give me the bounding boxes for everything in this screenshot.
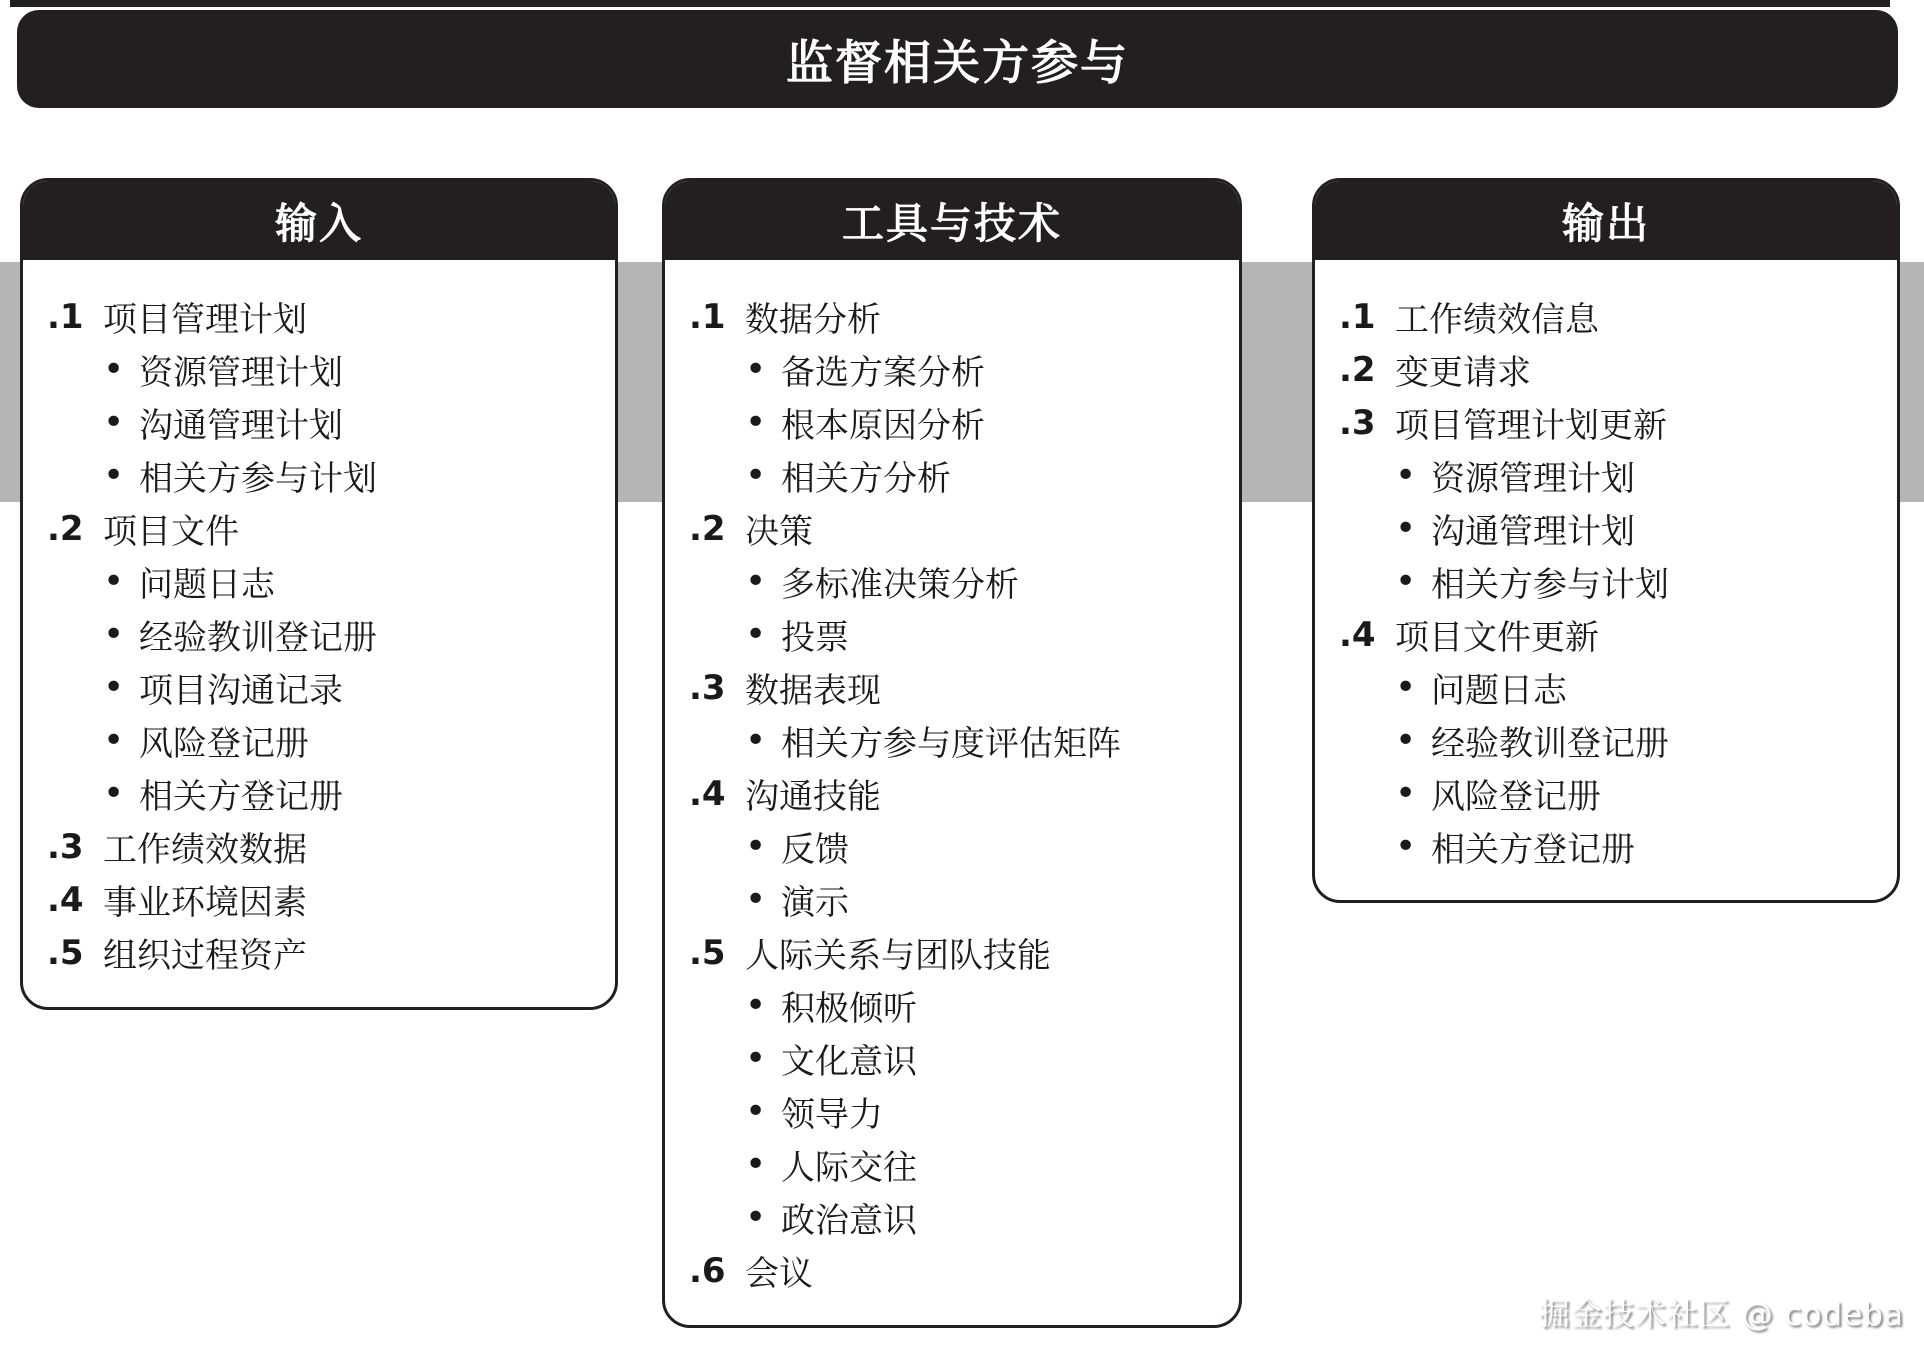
item-line <box>689 661 1229 714</box>
tools-techniques-box-title: 工具与技术 <box>841 198 1062 248</box>
tools-techniques-box-header <box>665 181 1239 260</box>
bullet-label: 问题日志 <box>1431 671 1567 711</box>
bullet-line <box>47 767 605 820</box>
bullet-line <box>689 1085 1229 1138</box>
item-line <box>1339 396 1887 449</box>
item-line <box>689 502 1229 555</box>
bullet-line <box>689 608 1229 661</box>
bullet-label: 风险登记册 <box>139 724 309 764</box>
bullet-label: 相关方参与度评估矩阵 <box>781 724 1121 764</box>
bullet-icon: • <box>745 560 767 602</box>
bullet-line <box>1339 502 1887 555</box>
bullet-label: 备选方案分析 <box>781 353 985 393</box>
bullet-label: 问题日志 <box>139 565 275 605</box>
item-label: 沟通技能 <box>745 777 881 817</box>
bullet-label: 相关方参与计划 <box>139 459 377 499</box>
bullet-icon: • <box>745 1037 767 1079</box>
bullet-line <box>1339 555 1887 608</box>
item-line <box>689 767 1229 820</box>
bullet-line <box>1339 449 1887 502</box>
bullet-icon: • <box>1395 507 1417 549</box>
item-label: 事业环境因素 <box>103 883 307 923</box>
bullet-line <box>689 1032 1229 1085</box>
item-line <box>47 820 605 873</box>
item-number: .2 <box>1339 349 1376 390</box>
bullet-label: 反馈 <box>781 830 849 870</box>
bullet-label: 积极倾听 <box>781 989 917 1029</box>
item-line <box>47 873 605 926</box>
bullet-icon: • <box>1395 666 1417 708</box>
bullet-icon: • <box>1395 560 1417 602</box>
inputs-list <box>23 260 615 979</box>
item-number: .1 <box>1339 296 1376 337</box>
bullet-line <box>47 343 605 396</box>
bullet-line <box>689 555 1229 608</box>
bullet-icon: • <box>745 1196 767 1238</box>
item-number: .5 <box>47 932 84 973</box>
item-line <box>1339 608 1887 661</box>
bullet-icon: • <box>745 1090 767 1132</box>
bullet-line <box>689 1138 1229 1191</box>
bullet-line <box>47 449 605 502</box>
process-title-banner <box>17 10 1898 108</box>
outputs-box-header <box>1315 181 1897 260</box>
bullet-label: 经验教训登记册 <box>139 618 377 658</box>
item-number: .4 <box>689 773 726 814</box>
bullet-icon: • <box>745 984 767 1026</box>
outputs-box <box>1312 178 1900 903</box>
page-title: 监督相关方参与 <box>786 35 1129 91</box>
bullet-icon: • <box>1395 772 1417 814</box>
bullet-icon: • <box>745 825 767 867</box>
item-number: .4 <box>47 879 84 920</box>
bullet-label: 多标准决策分析 <box>781 565 1019 605</box>
bullet-line <box>689 714 1229 767</box>
bullet-label: 项目沟通记录 <box>139 671 343 711</box>
bullet-line <box>47 396 605 449</box>
bullet-label: 沟通管理计划 <box>139 406 343 446</box>
bullet-icon: • <box>103 719 125 761</box>
bullet-line <box>1339 714 1887 767</box>
item-line <box>689 1244 1229 1297</box>
item-number: .2 <box>47 508 84 549</box>
item-label: 项目管理计划更新 <box>1395 406 1667 446</box>
bullet-icon: • <box>745 348 767 390</box>
bullet-label: 政治意识 <box>781 1201 917 1241</box>
bullet-label: 相关方登记册 <box>1431 830 1635 870</box>
bullet-icon: • <box>103 454 125 496</box>
bullet-line <box>47 608 605 661</box>
item-label: 数据分析 <box>745 300 881 340</box>
item-label: 工作绩效数据 <box>103 830 307 870</box>
bullet-label: 相关方参与计划 <box>1431 565 1669 605</box>
tools-techniques-box <box>662 178 1242 1328</box>
bullet-icon: • <box>745 401 767 443</box>
item-label: 决策 <box>745 512 813 552</box>
bullet-icon: • <box>1395 719 1417 761</box>
bullet-label: 根本原因分析 <box>781 406 985 446</box>
item-label: 组织过程资产 <box>103 936 307 976</box>
bullet-icon: • <box>745 613 767 655</box>
bullet-line <box>689 873 1229 926</box>
item-label: 项目文件更新 <box>1395 618 1599 658</box>
bullet-icon: • <box>103 348 125 390</box>
inputs-box-title: 输入 <box>274 198 363 248</box>
bullet-label: 投票 <box>781 618 849 658</box>
bullet-label: 资源管理计划 <box>1431 459 1635 499</box>
bullet-line <box>47 714 605 767</box>
bullet-label: 演示 <box>781 883 849 923</box>
item-number: .1 <box>47 296 84 337</box>
bullet-icon: • <box>103 613 125 655</box>
bullet-line <box>689 979 1229 1032</box>
item-line <box>47 290 605 343</box>
bullet-icon: • <box>103 666 125 708</box>
item-line <box>47 926 605 979</box>
bullet-line <box>1339 767 1887 820</box>
item-number: .3 <box>47 826 84 867</box>
item-line <box>1339 343 1887 396</box>
bullet-label: 相关方分析 <box>781 459 951 499</box>
item-number: .4 <box>1339 614 1376 655</box>
bullet-icon: • <box>103 772 125 814</box>
bullet-icon: • <box>745 878 767 920</box>
item-number: .3 <box>689 667 726 708</box>
item-label: 项目文件 <box>103 512 239 552</box>
bullet-label: 文化意识 <box>781 1042 917 1082</box>
watermark-text: 掘金技术社区 @ codeba <box>1538 1297 1904 1333</box>
bullet-label: 相关方登记册 <box>139 777 343 817</box>
bullet-label: 经验教训登记册 <box>1431 724 1669 764</box>
top-border-line <box>10 0 1890 7</box>
bullet-icon: • <box>745 1143 767 1185</box>
item-label: 工作绩效信息 <box>1395 300 1599 340</box>
bullet-icon: • <box>103 560 125 602</box>
bullet-icon: • <box>1395 825 1417 867</box>
outputs-box-title: 输出 <box>1561 198 1650 248</box>
bullet-label: 沟通管理计划 <box>1431 512 1635 552</box>
bullet-line <box>689 343 1229 396</box>
item-line <box>1339 290 1887 343</box>
item-label: 变更请求 <box>1395 353 1531 393</box>
item-number: .2 <box>689 508 726 549</box>
bullet-label: 领导力 <box>781 1095 883 1135</box>
item-number: .5 <box>689 932 726 973</box>
item-number: .3 <box>1339 402 1376 443</box>
bullet-line <box>1339 661 1887 714</box>
bullet-line <box>689 820 1229 873</box>
item-number: .6 <box>689 1250 726 1291</box>
bullet-icon: • <box>103 401 125 443</box>
item-label: 数据表现 <box>745 671 881 711</box>
tools-techniques-list <box>665 260 1239 1297</box>
bullet-icon: • <box>1395 454 1417 496</box>
item-line <box>47 502 605 555</box>
bullet-line <box>47 661 605 714</box>
bullet-line <box>1339 820 1887 873</box>
inputs-box-header <box>23 181 615 260</box>
item-label: 人际关系与团队技能 <box>745 936 1051 976</box>
item-label: 会议 <box>745 1254 813 1294</box>
bullet-line <box>47 555 605 608</box>
item-number: .1 <box>689 296 726 337</box>
outputs-list <box>1315 260 1897 873</box>
bullet-icon: • <box>745 454 767 496</box>
bullet-label: 资源管理计划 <box>139 353 343 393</box>
bullet-icon: • <box>745 719 767 761</box>
bullet-line <box>689 1191 1229 1244</box>
bullet-label: 风险登记册 <box>1431 777 1601 817</box>
bullet-line <box>689 396 1229 449</box>
item-line <box>689 926 1229 979</box>
inputs-box <box>20 178 618 1010</box>
item-label: 项目管理计划 <box>103 300 307 340</box>
bullet-line <box>689 449 1229 502</box>
bullet-label: 人际交往 <box>781 1148 917 1188</box>
watermark <box>1539 1289 1904 1334</box>
item-line <box>689 290 1229 343</box>
